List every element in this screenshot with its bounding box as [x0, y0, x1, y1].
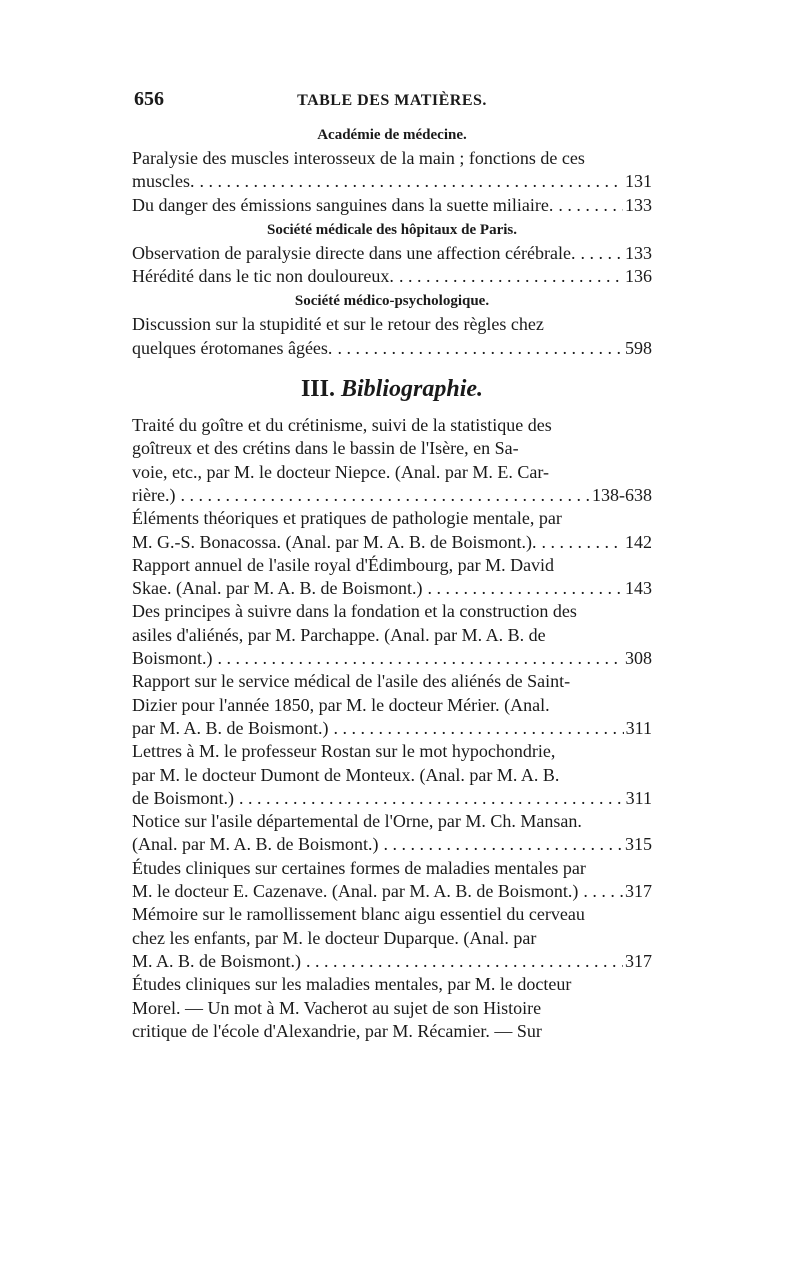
toc-entry [132, 740, 652, 810]
entry-text: M. A. B. de Boismont.) [132, 950, 302, 971]
entry-text: Hérédité dans le tic non douloureux. [132, 266, 394, 287]
entry-line: Des principes à suivre dans la fondation et la construction des [132, 601, 577, 622]
dot-leader [380, 833, 623, 856]
entry-text: Du danger des émissions sanguines dans la suette miliaire. [132, 194, 554, 215]
entry-line: asiles d'aliénés, par M. Parchappe. (Anal. par M. A. B. de [132, 624, 546, 645]
bibliography-list [132, 414, 652, 1043]
sections [132, 124, 652, 360]
part-title [132, 372, 652, 406]
entry-last-line [132, 531, 652, 554]
entry-line: Rapport annuel de l'asile royal d'Édimbourg, par M. David [132, 554, 555, 575]
toc-entry [132, 973, 652, 1043]
entry-last-line [132, 647, 652, 670]
dot-leader [331, 717, 624, 740]
section-heading: Académie de médecine. [317, 127, 467, 143]
text-block [132, 88, 652, 1043]
dot-leader [334, 337, 623, 360]
entry-line: chez les enfants, par M. le docteur Duparque. (Anal. par [132, 927, 537, 948]
dot-leader [215, 647, 623, 670]
entry-line: par M. le docteur Dumont de Monteux. (Anal. par M. A. B. [132, 764, 560, 785]
toc-entry [132, 507, 652, 554]
entry-last-line [132, 577, 652, 600]
entry-line: Paralysie des muscles interosseux de la main ; fonctions de ces [132, 148, 585, 168]
entry-text: muscles. [132, 171, 195, 192]
entry-text: (Anal. par M. A. B. de Boismont.) [132, 834, 379, 855]
entry-text: M. le docteur E. Cazenave. (Anal. par M. A. B. de Boismont.) [132, 881, 579, 902]
page-reference: 317 [625, 881, 652, 902]
entry-last-line [132, 194, 652, 217]
dot-leader [177, 484, 590, 507]
entry-line: Études cliniques sur certaines formes de maladies mentales par [132, 857, 586, 878]
dot-leader [538, 531, 623, 554]
entry-last-line [132, 484, 652, 507]
entry-text: par M. A. B. de Boismont.) [132, 717, 329, 738]
entry-text: de Boismont.) [132, 787, 234, 808]
page-reference: 143 [625, 578, 652, 599]
entry-last-line [132, 787, 652, 810]
entry-last-line [132, 833, 652, 856]
entry-line: Études cliniques sur les maladies mentales, par M. le docteur [132, 974, 572, 995]
toc-entry [132, 414, 652, 507]
entry-line: Éléments théoriques et pratiques de pathologie mentale, par [132, 508, 562, 529]
entry-line: Rapport sur le service médical de l'asile des aliénés de Saint- [132, 671, 571, 692]
page-reference: 138-638 [592, 484, 652, 505]
dot-leader [303, 950, 623, 973]
entry-last-line [132, 880, 652, 903]
toc-entry [132, 810, 652, 857]
page-reference: 136 [625, 266, 652, 287]
page-number: 656 [134, 88, 164, 110]
dot-leader [580, 880, 623, 903]
entry-line: Discussion sur la stupidité et sur le retour des règles chez [132, 314, 544, 335]
running-title: TABLE DES MATIÈRES. [297, 92, 487, 109]
entry-text: Skae. (Anal. par M. A. B. de Boismont.) [132, 578, 423, 599]
entry-last-line [132, 265, 652, 288]
part-label: Bibliographie. [341, 376, 484, 403]
toc-entry [132, 903, 652, 973]
page-reference: 131 [625, 171, 652, 192]
entry-last-line [132, 337, 652, 360]
dot-leader [236, 787, 624, 810]
toc-entry [132, 600, 652, 670]
entry-line: Lettres à M. le professeur Rostan sur le mot hypochondrie, [132, 741, 556, 762]
entry-last-line [132, 950, 652, 973]
section-heading: Société médicale des hôpitaux de Paris. [267, 221, 517, 238]
entry-line: Dizier pour l'année 1850, par M. le docteur Mérier. (Anal. [132, 694, 550, 715]
entry-line: critique de l'école d'Alexandrie, par M. Récamier. — Sur [132, 1020, 542, 1041]
toc-entry [132, 857, 652, 904]
dot-leader [424, 577, 623, 600]
toc-entry [132, 313, 652, 360]
entry-text: Observation de paralysie directe dans une affection cérébrale. [132, 242, 576, 263]
dot-leader [197, 170, 624, 193]
toc-entry [132, 265, 652, 288]
dot-leader [555, 194, 623, 217]
toc-entry [132, 242, 652, 265]
entry-last-line [132, 242, 652, 265]
page-reference: 317 [625, 950, 652, 971]
toc-entry [132, 147, 652, 194]
toc-entry [132, 194, 652, 217]
page-reference: 315 [625, 834, 652, 855]
toc-entry [132, 554, 652, 601]
dot-leader [577, 242, 623, 265]
entry-text: Boismont.) [132, 648, 213, 669]
entry-last-line [132, 170, 652, 193]
section-heading: Société médico-psychologique. [294, 293, 490, 310]
page-header [132, 88, 652, 122]
entry-text: rière.) [132, 484, 176, 505]
entry-line: voie, etc., par M. le docteur Niepce. (Anal. par M. E. Car- [132, 461, 549, 482]
page-reference: 311 [625, 787, 652, 808]
part-number: III. [300, 376, 335, 403]
entry-line: Mémoire sur le ramollissement blanc aigu essentiel du cerveau [132, 904, 585, 925]
page-reference: 311 [625, 717, 652, 738]
entry-text: quelques érotomanes âgées. [132, 337, 333, 358]
page-reference: 133 [625, 242, 652, 263]
entry-line: goîtreux et des crétins dans le bassin de l'Isère, en Sa- [132, 438, 519, 459]
entry-line: Notice sur l'asile départemental de l'Orne, par M. Ch. Mansan. [132, 811, 582, 832]
page-reference: 142 [625, 531, 652, 552]
entry-last-line [132, 717, 652, 740]
dot-leader [396, 265, 623, 288]
entry-line: Morel. — Un mot à M. Vacherot au sujet de son Histoire [132, 997, 542, 1018]
page-reference: 133 [625, 194, 652, 215]
entry-line: Traité du goître et du crétinisme, suivi de la statistique des [132, 415, 552, 436]
entry-text: M. G.-S. Bonacossa. (Anal. par M. A. B. de Boismont.). [132, 531, 537, 552]
page-reference: 598 [625, 337, 652, 358]
page-reference: 308 [625, 648, 652, 669]
toc-entry [132, 670, 652, 740]
